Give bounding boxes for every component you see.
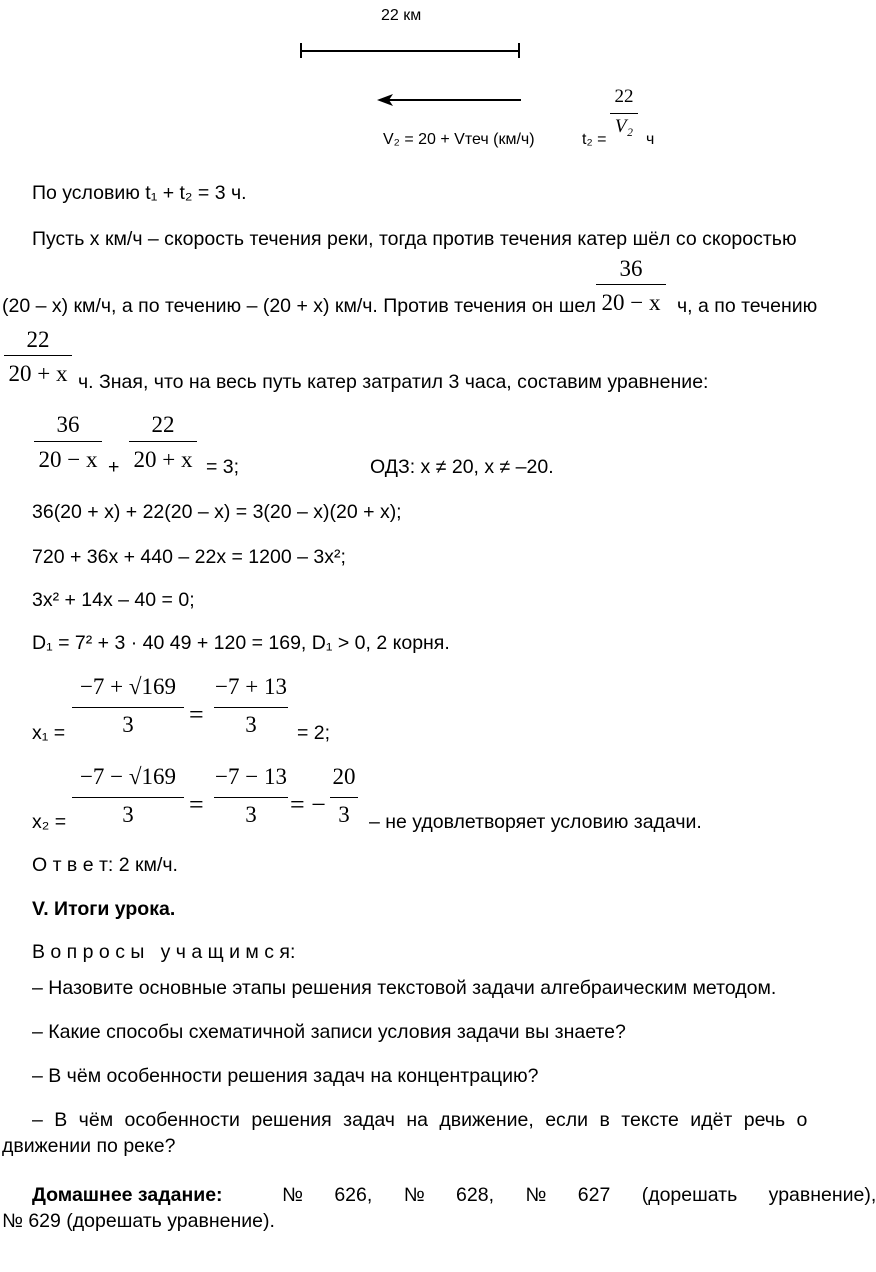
x1-fraction-1 — [72, 674, 184, 738]
equals-sign: = — [189, 700, 204, 729]
x2-result: – не удовлетворяет условию задачи. — [369, 811, 702, 833]
distance-tick-left — [300, 43, 302, 58]
fraction-bar — [596, 284, 666, 285]
x1-result: = 2; — [297, 722, 331, 744]
fraction-bar — [4, 355, 72, 356]
fraction-numerator: 20 — [332, 764, 356, 789]
distance-segment — [300, 50, 520, 52]
fraction-denominator: 20 − x — [38, 447, 98, 472]
homework-label: Домашнее задание: — [32, 1184, 223, 1206]
questions-heading: В о п р о с ы у ч а щ и м с я: — [32, 941, 296, 963]
fraction-denominator: 3 — [122, 802, 134, 827]
homework-text-2: № 629 (дорешать уравнение). — [2, 1210, 275, 1232]
homework-text: № 626, № 628, № 627 (дорешать уравнение), — [282, 1184, 876, 1206]
fraction-denominator: 3 — [245, 802, 257, 827]
equation-fraction-2 — [129, 412, 197, 472]
time-unit: ч — [646, 131, 655, 148]
equation-fraction-1 — [34, 412, 102, 472]
domain-statement: ОДЗ: x ≠ 20, x ≠ –20. — [370, 456, 554, 478]
fraction-denominator: 3 — [338, 802, 350, 827]
direction-arrow — [375, 90, 525, 110]
fraction-numerator: −7 − √169 — [79, 764, 177, 789]
question-4-line-2: движении по реке? — [2, 1135, 176, 1157]
question-3: – В чём особенности решения задач на концентрацию? — [32, 1065, 539, 1087]
equals-minus-sign: = − — [290, 790, 326, 819]
fraction-denominator: 20 − x — [601, 290, 661, 315]
fraction-bar — [214, 797, 288, 798]
solution-line-2: 720 + 36x + 440 – 22x = 1200 – 3x²; — [32, 546, 346, 568]
fraction-bar — [72, 797, 184, 798]
fraction-denominator: 20 + x — [133, 447, 193, 472]
solution-line-1: 36(20 + x) + 22(20 – x) = 3(20 – x)(20 + x); — [32, 501, 402, 523]
x2-fraction-1 — [72, 764, 184, 828]
discriminant-line: D₁ = 7² + 3 · 40 49 + 120 = 169, D₁ > 0, 2 корня. — [32, 632, 450, 654]
fraction-numerator: 22 — [151, 412, 175, 437]
distance-label: 22 км — [381, 7, 422, 24]
fraction-numerator: 36 — [56, 412, 80, 437]
fraction-denominator: 20 + x — [8, 361, 68, 386]
distance-tick-right — [518, 43, 520, 58]
paragraph-let: Пусть x км/ч – скорость течения реки, тогда против течения катер шёл со скоростью — [32, 228, 797, 250]
time-fraction-denominator: V₂ — [614, 116, 634, 137]
paragraph-condition: По условию t₁ + t₂ = 3 ч. — [32, 182, 247, 204]
paragraph-speeds: (20 – x) км/ч, а по течению – (20 + x) км/ч. Против течения он шел — [2, 295, 596, 317]
time-fraction — [610, 86, 638, 146]
fraction-denominator: 3 — [122, 712, 134, 737]
fraction-numerator: −7 + 13 — [215, 674, 287, 699]
time-fraction-numerator: 22 — [614, 86, 634, 107]
x2-fraction-3 — [330, 764, 358, 828]
section-heading-text: V. Итоги урока. — [32, 898, 176, 920]
x1-label: x₁ = — [32, 722, 66, 744]
fraction-numerator: 36 — [619, 256, 643, 281]
question-4-line-1: – В чём особенности решения задач на движение, если в тексте идёт речь о — [32, 1109, 808, 1131]
answer: О т в е т: 2 км/ч. — [32, 854, 178, 876]
solution-line-3: 3x² + 14x – 40 = 0; — [32, 589, 195, 611]
paragraph-downstream: ч, а по течению — [677, 295, 818, 317]
question-1: – Назовите основные этапы решения текстовой задачи алгебраическим методом. — [32, 977, 777, 999]
fraction-downstream-time — [4, 327, 72, 387]
time-label: t₂ = — [582, 131, 607, 148]
x1-fraction-2 — [214, 674, 288, 738]
paragraph-equation-intro: ч. Зная, что на весь путь катер затратил 3 часа, составим уравнение: — [78, 371, 709, 393]
question-2: – Какие способы схематичной записи условия задачи вы знаете? — [32, 1021, 626, 1043]
fraction-numerator: −7 + √169 — [79, 674, 177, 699]
fraction-upstream-time — [596, 256, 666, 316]
equation-plus: + — [108, 456, 120, 478]
fraction-bar — [330, 797, 358, 798]
x2-fraction-2 — [214, 764, 288, 828]
speed-label: V₂ = 20 + Vтеч (км/ч) — [383, 131, 535, 148]
fraction-bar — [214, 707, 288, 708]
equation-rhs: = 3; — [206, 456, 240, 478]
fraction-bar — [610, 113, 638, 114]
fraction-numerator: 22 — [26, 327, 50, 352]
equals-sign: = — [189, 790, 204, 819]
section-heading — [32, 897, 175, 921]
fraction-bar — [34, 441, 102, 442]
fraction-bar — [129, 441, 197, 442]
fraction-denominator: 3 — [245, 712, 257, 737]
fraction-numerator: −7 − 13 — [215, 764, 287, 789]
fraction-bar — [72, 707, 184, 708]
x2-label: x₂ = — [32, 811, 67, 833]
